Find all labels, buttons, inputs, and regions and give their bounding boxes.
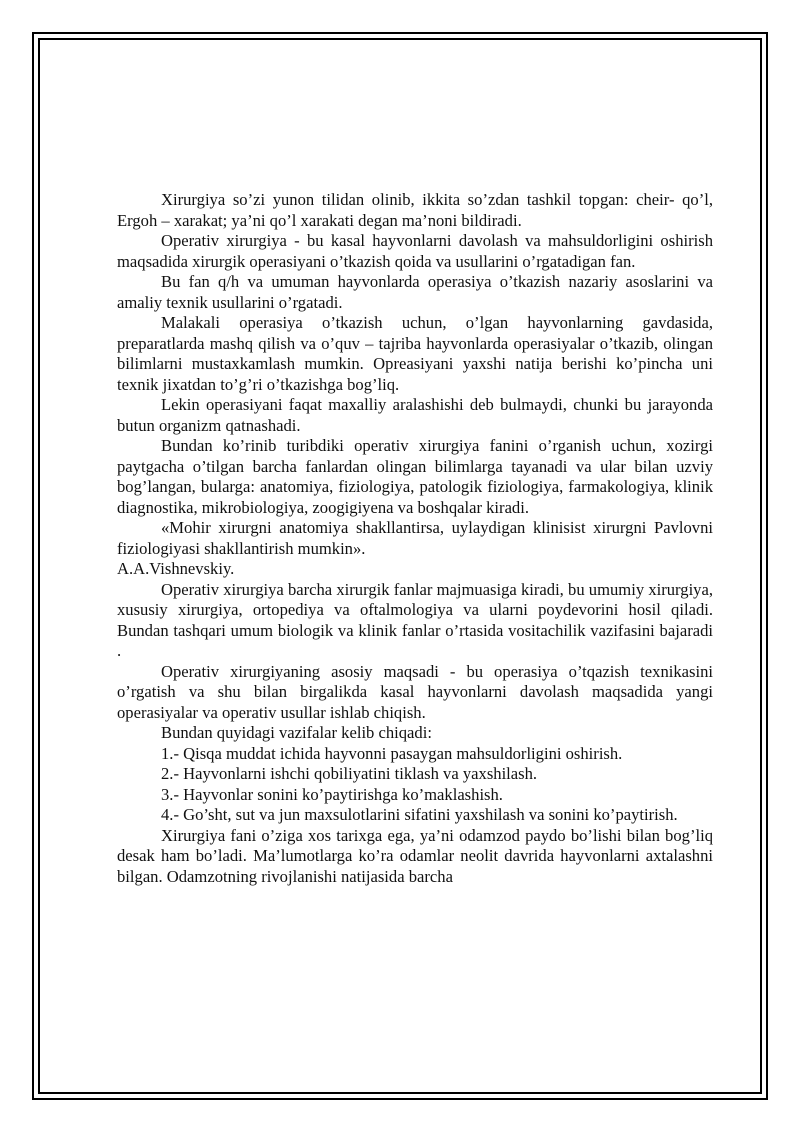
paragraph-intro: Xirurgiya so’zi yunon tilidan olinib, ikkita so’zdan tashkil topgan: cheir- qo’l, Ergoh – xarakat; ya’ni qo’l xarakati degan ma’noni bildiradi. [117,190,713,230]
paragraph-related-sciences: Bundan ko’rinib turibdiki operativ xirurgiya fanini o’rganish uchun, xozirgi paytgacha o’tilgan barcha fanlardan olingan bilimlarga tayanadi va ular bilan uzviy bog’langan, bularga: anatomiya, fiziologiya, patologik fiziologiya, farmakologiya, klinik diagnostika, mikrobiologiya, zoogigiyena va boshqalar kiradi. [117,436,713,517]
list-item: 2.- Hayvonlarni ishchi qobiliyatini tiklash va yaxshilash. [161,764,538,783]
paragraph-main-goal: Operativ xirurgiyaning asosiy maqsadi - bu operasiya o’tqazish texnikasini o’rgatish va shu bilan birgalikda kasal hayvonlarni davolash maqsadida yangi operasiyalar va operativ usullar ishlab chiqish. [117,661,713,722]
paragraph-disciplines: Operativ xirurgiya barcha xirurgik fanlar majmuasiga kiradi, bu umumiy xirurgiya, xususiy xirurgiya, ortopediya va oftalmologiya va ularni poydevorini hosil qiladi. Bundan tashqari umum biologik va klinik fanlar o’rtasida vositachilik vazifasini bajaradi . [117,579,713,660]
list-item: 3.- Hayvonlar sonini ko’paytirishga ko’maklashish. [161,784,503,804]
quote-author: A.A.Vishnevskiy. [117,559,235,578]
paragraph-organism: Lekin operasiyani faqat maxalliy aralashishi deb bulmaydi, chunki bu jarayonda butun organizm qatnashadi. [117,395,713,435]
paragraph-practice: Malakali operasiya o’tkazish uchun, o’lgan hayvonlarning gavdasida, preparatlarda mashq qilish va o’quv – tajriba hayvonlarda operasiyalar o’tkazib, olingan bilimlarni mustaxkamlash mumkin. Opreasiyani yaxshi natija berishi ko’pincha uni texnik jixatdan to’g’ri o’tkazishga bog’liq. [117,313,713,394]
document-body [117,190,713,887]
paragraph-history: Xirurgiya fani o’ziga xos tarixga ega, ya’ni odamzod paydo bo’lishi bilan bog’liq desak ham bo’ladi. Ma’lumotlarga ko’ra odamlar neolit davrida hayvonlarni axtalashni bilgan. Odamzotning rivojlanishi natijasida barcha [117,825,713,886]
list-item: 1.- Qisqa muddat ichida hayvonni pasaygan mahsuldorligini oshirish. [161,743,623,763]
paragraph-quote: «Mohir xirurgni anatomiya shakllantirsa, uylaydigan klinisist xirurgni Pavlovni fiziologiyasi shakllantirish mumkin». [117,518,713,558]
list-item: 4.- Go’sht, sut va jun maxsulotlarini sifatini yaxshilash va sonini ko’paytirish. [161,805,678,824]
paragraph-definition: Operativ xirurgiya - bu kasal hayvonlarni davolash va mahsuldorligini oshirish maqsadida xirurgik operasiyani o’tkazish qoida va usullarini o’rgatadigan fan. [117,231,713,271]
paragraph-tasks-intro: Bundan quyidagi vazifalar kelib chiqadi: [161,723,432,742]
paragraph-theory: Bu fan q/h va umuman hayvonlarda operasiya o’tkazish nazariy asoslarini va amaliy texnik usullarini o’rgatadi. [117,272,713,312]
